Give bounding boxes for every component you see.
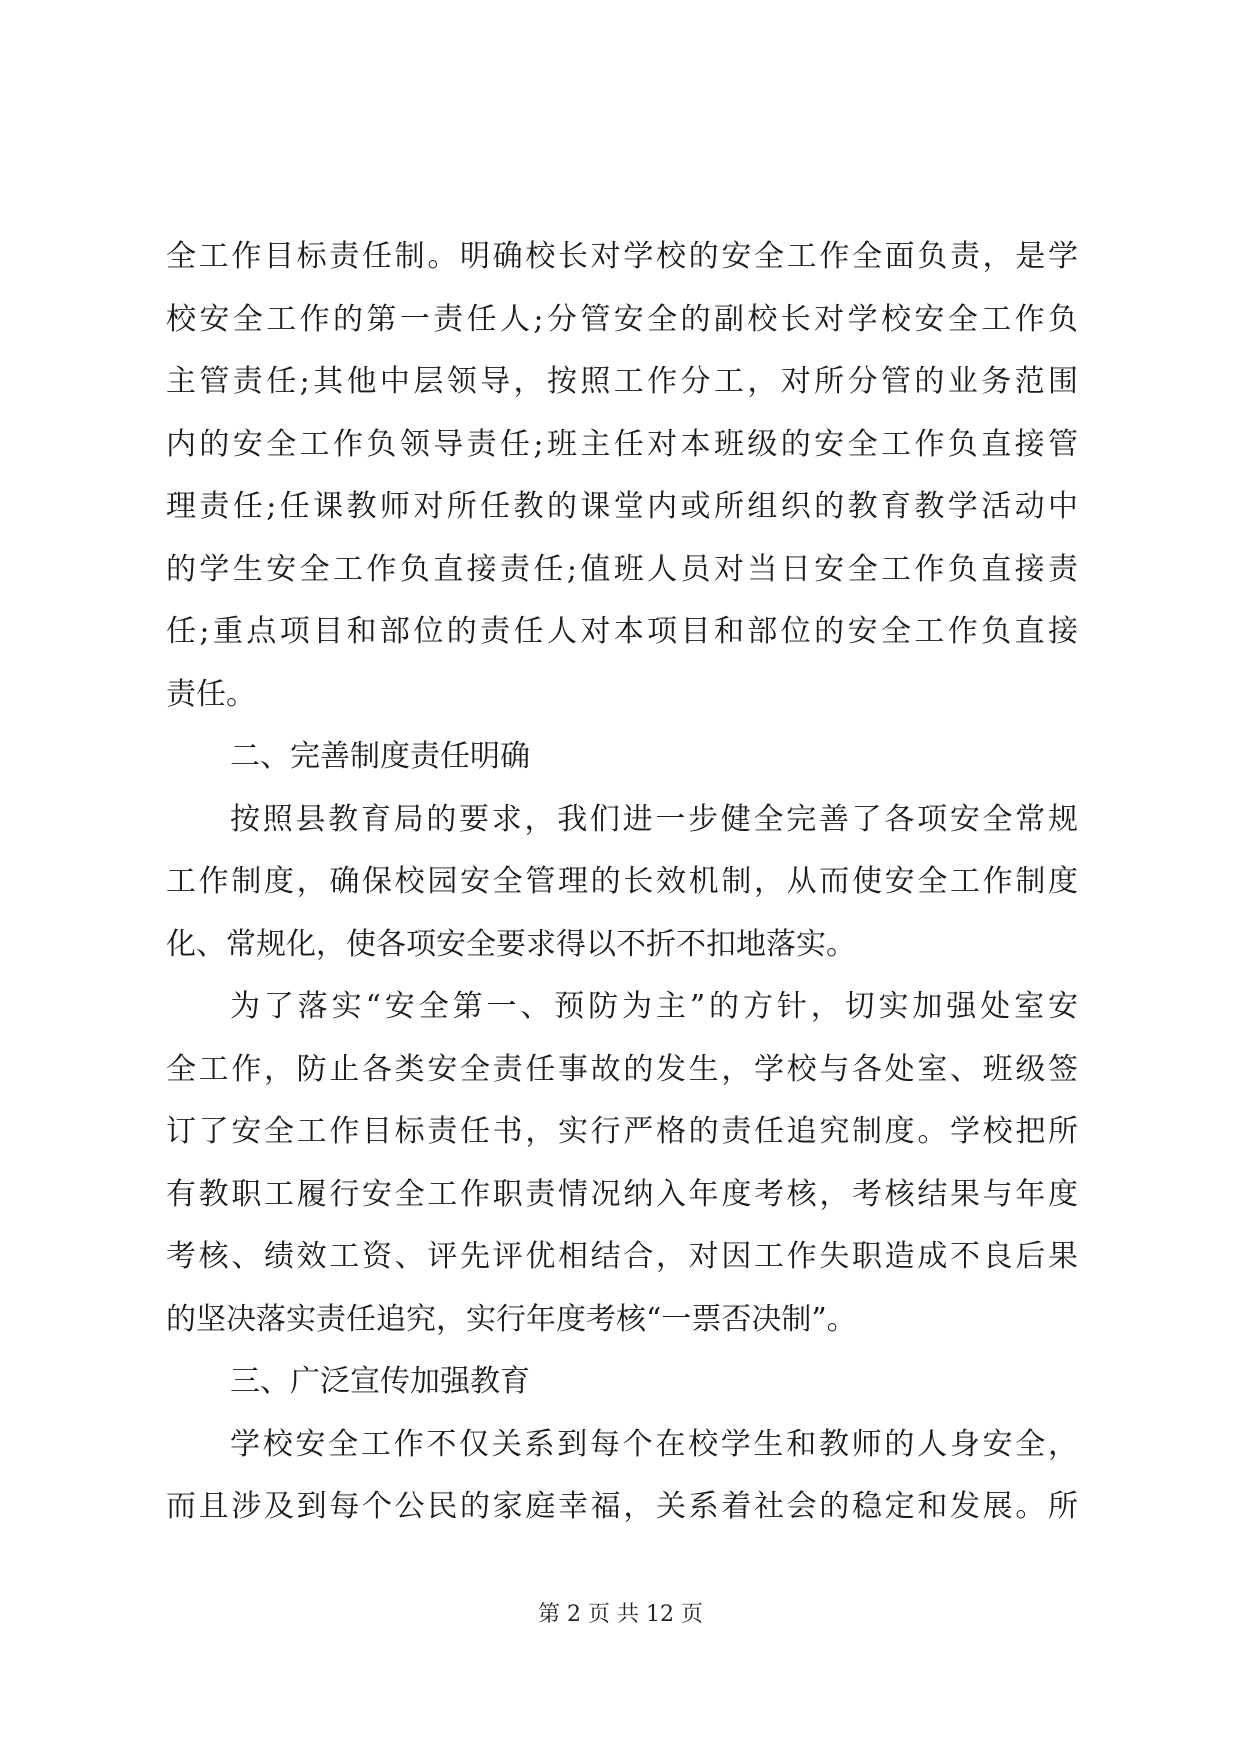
text-line: 校安全工作的第一责任人;分管安全的副校长对学校安全工作负	[166, 301, 1078, 337]
text-line: 为了落实“安全第一、预防为主”的方针，切实加强处室安	[230, 989, 1078, 1024]
text-line: 而且涉及到每个公民的家庭幸福，关系着社会的稳定和发展。所	[166, 1489, 1078, 1524]
text-line: 订了安全工作目标责任书，实行严格的责任追究制度。学校把所	[166, 1114, 1078, 1149]
text-line: 工作制度，确保校园安全管理的长效机制，从而使安全工作制度	[166, 864, 1078, 899]
page-number-footer: 第 2 页 共 12 页	[538, 1602, 703, 1627]
text-line: 学校安全工作不仅关系到每个在校学生和教师的人身安全，	[230, 1426, 1078, 1462]
text-line: 责任。	[166, 676, 256, 712]
text-line: 任;重点项目和部位的责任人对本项目和部位的安全工作负直接	[166, 614, 1078, 649]
text-line: 主管责任;其他中层领导，按照工作分工，对所分管的业务范围	[166, 364, 1078, 399]
text-line: 全工作目标责任制。明确校长对学校的安全工作全面负责，是学	[166, 239, 1078, 274]
text-line: 化、常规化，使各项安全要求得以不折不扣地落实。	[166, 926, 856, 962]
text-line: 考核、绩效工资、评先评优相结合，对因工作失职造成不良后果	[166, 1239, 1078, 1274]
text-line: 理责任;任课教师对所任教的课堂内或所组织的教育教学活动中	[166, 489, 1078, 524]
section-heading: 二、完善制度责任明确	[230, 739, 530, 774]
text-line: 的坚决落实责任追究，实行年度考核“一票否决制”。	[166, 1301, 857, 1337]
body-text	[166, 226, 1078, 1539]
text-line: 的学生安全工作负直接责任;值班人员对当日安全工作负直接责	[166, 551, 1078, 587]
text-line: 全工作，防止各类安全责任事故的发生，学校与各处室、班级签	[166, 1051, 1078, 1087]
text-line: 内的安全工作负领导责任;班主任对本班级的安全工作负直接管	[166, 426, 1078, 462]
text-line: 有教职工履行安全工作职责情况纳入年度考核，考核结果与年度	[166, 1176, 1078, 1212]
section-heading: 三、广泛宣传加强教育	[230, 1364, 530, 1399]
text-line: 按照县教育局的要求，我们进一步健全完善了各项安全常规	[230, 801, 1078, 837]
